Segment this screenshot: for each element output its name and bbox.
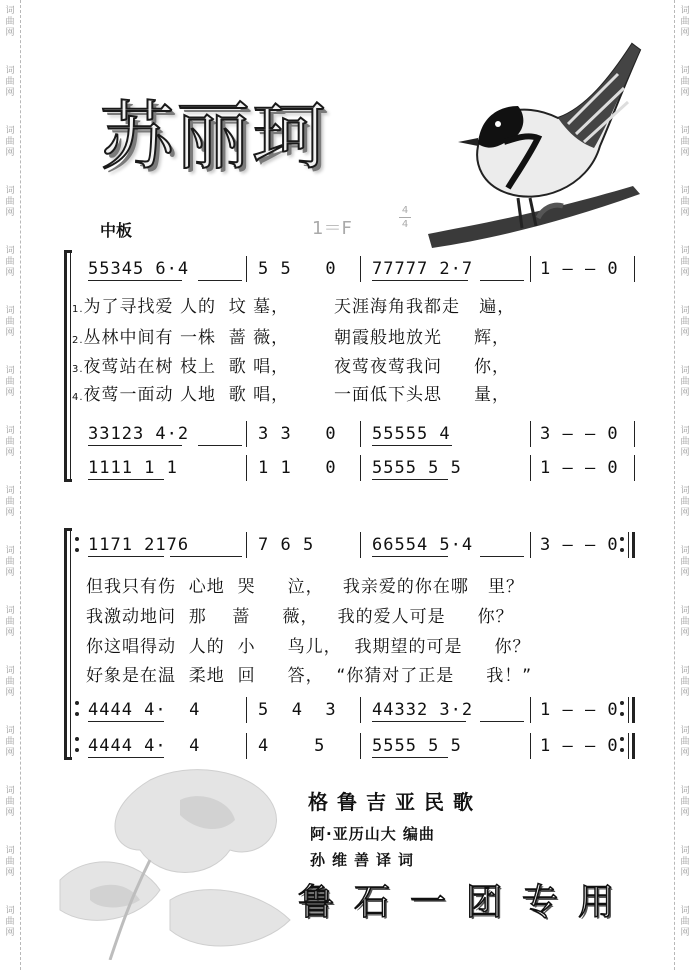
lyric-verse-2 <box>72 323 510 348</box>
repeat-dot <box>75 537 79 541</box>
final-barline <box>632 733 635 759</box>
watermark-text: 词曲网 <box>5 906 15 938</box>
barline <box>246 256 247 282</box>
barline <box>360 421 361 447</box>
beam <box>480 721 524 722</box>
measure-3: 44332 3·2 <box>372 700 474 720</box>
watermark-text: 词曲网 <box>680 606 690 638</box>
system-bracket-1 <box>64 250 67 482</box>
beam <box>170 556 242 557</box>
measure-2: 7 6 5 <box>258 535 315 555</box>
measure-2: 1 1 0 <box>258 458 337 478</box>
repeat-dot <box>620 548 624 552</box>
barline <box>530 532 531 558</box>
lyric-text: 为了寻找爱 人的 坟 墓， 天涯海角我都走 遍， <box>83 297 516 317</box>
beam <box>480 280 524 281</box>
beam <box>372 556 448 557</box>
measure-2: 3 3 0 <box>258 424 337 444</box>
measure-1: 4444 4· 4 <box>88 736 201 756</box>
repeat-dot <box>620 701 624 705</box>
harmony-line-2 <box>86 419 636 449</box>
verse-number: 3. <box>72 364 84 375</box>
time-signature-bottom: 4 <box>399 217 411 231</box>
measure-3: 77777 2·7 <box>372 259 474 279</box>
beam <box>88 479 164 480</box>
melody-line <box>86 530 636 560</box>
final-barline <box>632 697 635 723</box>
beam <box>88 721 164 722</box>
measure-1: 1111 1 1 <box>88 458 178 478</box>
barline <box>530 733 531 759</box>
beam <box>88 445 182 446</box>
barline <box>530 455 531 481</box>
beam <box>198 280 242 281</box>
repeat-dot <box>620 537 624 541</box>
lyric-text: 夜莺一面动 人地 歌 唱， 一面低下头思 量， <box>83 385 511 405</box>
lyric-verse-3 <box>72 352 510 377</box>
barline <box>530 697 531 723</box>
watermark-text: 词曲网 <box>5 126 15 158</box>
watermark-text: 词曲网 <box>5 66 15 98</box>
system-bracket-2 <box>64 528 67 760</box>
measure-4: 3 — — 0 <box>540 424 619 444</box>
watermark-text: 词曲网 <box>5 366 15 398</box>
measure-4: 1 — — 0 <box>540 458 619 478</box>
measure-1: 1171 2176 <box>88 535 190 555</box>
verse-number: 1. <box>72 304 84 315</box>
bracket-bottom-tick <box>64 479 72 482</box>
measure-3: 5555 5 5 <box>372 736 462 756</box>
beam <box>372 479 448 480</box>
verse-number: 4. <box>72 392 84 403</box>
watermark-text: 词曲网 <box>5 846 15 878</box>
barline <box>628 532 629 558</box>
translator-credit: 孙维善译词 <box>310 851 421 869</box>
repeat-dot <box>75 701 79 705</box>
lyric-verse-4: 好象是在温 柔地 回 答， “你猜对了正是 我！” <box>86 666 533 686</box>
arranger-credit: 阿·亚历山大 编曲 <box>310 825 435 843</box>
barline <box>246 421 247 447</box>
repeat-dot <box>75 748 79 752</box>
measure-4: 1 — — 0 <box>540 736 619 756</box>
watermark-text: 词曲网 <box>5 486 15 518</box>
lyric-text: 丛林中间有 一株 蔷 薇， 朝霞般地放光 辉， <box>83 328 511 348</box>
measure-1: 4444 4· 4 <box>88 700 201 720</box>
watermark-text: 词曲网 <box>680 306 690 338</box>
barline <box>530 256 531 282</box>
repeat-dot <box>620 737 624 741</box>
beam <box>480 556 524 557</box>
beam <box>372 445 452 446</box>
system-bracket-2-thin <box>70 528 71 760</box>
watermark-text: 词曲网 <box>680 726 690 758</box>
barline <box>530 421 531 447</box>
watermark-text: 词曲网 <box>5 666 15 698</box>
watermark-text: 词曲网 <box>5 786 15 818</box>
song-title: 苏丽珂 <box>100 94 328 180</box>
measure-2: 5 5 0 <box>258 259 337 279</box>
bird-illustration <box>418 38 648 258</box>
measure-4: 3 — — 0 <box>540 535 619 555</box>
origin-credit: 格鲁吉亚民歌 <box>308 790 482 814</box>
flower-illustration <box>30 760 330 960</box>
beam <box>88 757 164 758</box>
watermark-text: 词曲网 <box>680 66 690 98</box>
lyric-text: 夜莺站在树 枝上 歌 唱， 夜莺夜莺我问 你， <box>83 357 511 377</box>
barline <box>360 697 361 723</box>
troupe-stamp: 鲁石一团专用 <box>298 882 635 923</box>
barline <box>634 256 635 282</box>
watermark-text: 词曲网 <box>5 306 15 338</box>
barline <box>360 532 361 558</box>
barline <box>246 532 247 558</box>
barline <box>634 455 635 481</box>
beam <box>88 280 182 281</box>
lyric-verse-2: 我激动地问 那 蔷 薇， 我的爱人可是 你？ <box>86 607 514 627</box>
watermark-text: 词曲网 <box>5 606 15 638</box>
measure-2: 4 5 <box>258 736 326 756</box>
lyric-verse-3: 你这唱得动 人的 小 鸟儿， 我期望的可是 你？ <box>86 637 531 657</box>
barline <box>360 733 361 759</box>
repeat-dot <box>75 737 79 741</box>
final-barline <box>632 532 635 558</box>
repeat-dot <box>75 548 79 552</box>
time-signature-top: 4 <box>401 205 409 216</box>
watermark-text: 词曲网 <box>5 246 15 278</box>
barline <box>246 733 247 759</box>
watermark-text: 词曲网 <box>680 426 690 458</box>
left-watermark-rail <box>0 0 21 970</box>
watermark-text: 词曲网 <box>5 186 15 218</box>
watermark-text: 词曲网 <box>5 6 15 38</box>
verse-number: 2. <box>72 335 84 346</box>
repeat-dot <box>620 712 624 716</box>
harmony-line-3 <box>86 731 636 761</box>
watermark-text: 词曲网 <box>680 846 690 878</box>
barline <box>360 256 361 282</box>
beam <box>372 757 448 758</box>
watermark-text: 词曲网 <box>680 186 690 218</box>
watermark-text: 词曲网 <box>680 546 690 578</box>
measure-4: 1 — — 0 <box>540 700 619 720</box>
measure-3: 55555 4 <box>372 424 451 444</box>
right-watermark-rail <box>674 0 695 970</box>
watermark-text: 词曲网 <box>680 486 690 518</box>
measure-3: 5555 5 5 <box>372 458 462 478</box>
bracket-top-tick <box>64 528 72 531</box>
barline <box>628 733 629 759</box>
lyric-verse-1: 但我只有伤 心地 哭 泣， 我亲爱的你在哪 里？ <box>86 577 525 597</box>
melody-line <box>86 254 636 284</box>
watermark-text: 词曲网 <box>5 426 15 458</box>
bracket-top-tick <box>64 250 72 253</box>
tempo-marking: 中板 <box>100 221 133 240</box>
measure-4: 1 — — 0 <box>540 259 619 279</box>
barline <box>360 455 361 481</box>
barline <box>246 455 247 481</box>
repeat-dot <box>620 748 624 752</box>
watermark-text: 词曲网 <box>5 546 15 578</box>
beam <box>372 721 466 722</box>
barline <box>634 421 635 447</box>
watermark-text: 词曲网 <box>680 786 690 818</box>
beam <box>372 280 468 281</box>
system-bracket-1-thin <box>70 250 71 482</box>
beam <box>198 445 242 446</box>
barline <box>246 697 247 723</box>
measure-3: 66554 5·4 <box>372 535 474 555</box>
harmony-line-2 <box>86 695 636 725</box>
watermark-text: 词曲网 <box>680 666 690 698</box>
watermark-text: 词曲网 <box>680 126 690 158</box>
watermark-text: 词曲网 <box>680 906 690 938</box>
watermark-text: 词曲网 <box>680 366 690 398</box>
repeat-dot <box>75 712 79 716</box>
measure-1: 33123 4·2 <box>88 424 190 444</box>
key-signature: 1＝F <box>312 218 352 239</box>
measure-1: 55345 6·4 <box>88 259 190 279</box>
watermark-text: 词曲网 <box>680 246 690 278</box>
harmony-line-3 <box>86 453 636 483</box>
watermark-text: 词曲网 <box>5 726 15 758</box>
measure-2: 5 4 3 <box>258 700 337 720</box>
watermark-text: 词曲网 <box>680 6 690 38</box>
time-signature <box>399 204 411 231</box>
barline <box>628 697 629 723</box>
lyric-verse-4 <box>72 380 510 405</box>
beam <box>88 556 164 557</box>
lyric-verse-1 <box>72 292 515 317</box>
